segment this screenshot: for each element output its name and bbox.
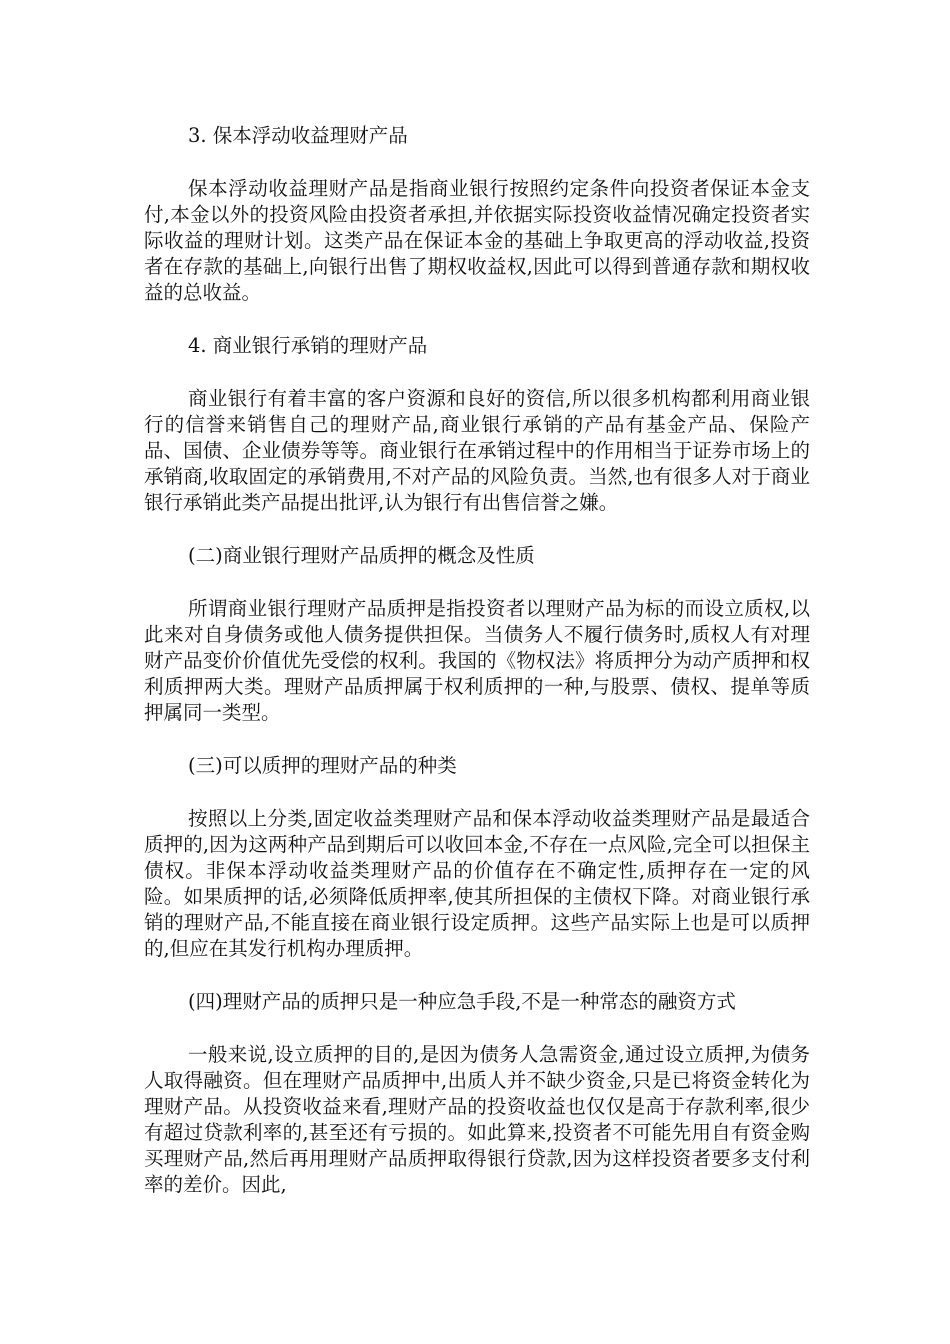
section-paragraph-san: 按照以上分类,固定收益类理财产品和保本浮动收益类理财产品是最适合质押的,因为这两种产品到期后可以收回本金,不存在一点风险,完全可以担保主债权。非保本浮动收益类理财产品的价值存在不确定性,质押存在一定的风险。如果质押的话,必须降低质押率,使其所担保的主债权下降。对商业银行承销的理财产品,不能直接在商业银行设定质押。这些产品实际上也是可以质押的,但应在其发行机构办理质押。	[144, 807, 810, 960]
section-heading-3: 3. 保本浮动收益理财产品	[188, 124, 408, 147]
section-paragraph-3: 保本浮动收益理财产品是指商业银行按照约定条件向投资者保证本金支付,本金以外的投资风险由投资者承担,并依据实际投资收益情况确定投资者实际收益的理财计划。这类产品在保证本金的基础上争取更高的浮动收益,投资者在存款的基础上,向银行出售了期权收益权,因此可以得到普通存款和期权收益的总收益。	[144, 177, 810, 304]
document-page	[144, 108, 810, 1198]
section-heading-si: (四)理财产品的质押只是一种应急手段,不是一种常态的融资方式	[188, 990, 736, 1013]
section-heading-4: 4. 商业银行承销的理财产品	[188, 334, 428, 357]
section-paragraph-si: 一般来说,设立质押的目的,是因为债务人急需资金,通过设立质押,为债务人取得融资。但在理财产品质押中,出质人并不缺少资金,只是已将资金转化为理财产品。从投资收益来看,理财产品的投资收益也仅仅是高于存款利率,很少有超过贷款利率的,甚至还有亏损的。如此算来,投资者不可能先用自有资金购买理财产品,然后再用理财产品质押取得银行贷款,因为这样投资者要多支付利率的差价。因此,	[144, 1043, 810, 1196]
section-paragraph-4: 商业银行有着丰富的客户资源和良好的资信,所以很多机构都利用商业银行的信誉来销售自己的理财产品,商业银行承销的产品有基金产品、保险产品、国债、企业债券等等。商业银行在承销过程中的作用相当于证券市场上的承销商,收取固定的承销费用,不对产品的风险负责。当然,也有很多人对于商业银行承销此类产品提出批评,认为银行有出售信誉之嫌。	[144, 387, 810, 514]
section-heading-er: (二)商业银行理财产品质押的概念及性质	[188, 544, 535, 567]
section-heading-san: (三)可以质押的理财产品的种类	[188, 754, 457, 777]
section-paragraph-er: 所谓商业银行理财产品质押是指投资者以理财产品为标的而设立质权,以此来对自身债务或他人债务提供担保。当债务人不履行债务时,质权人有对理财产品变价价值优先受偿的权利。我国的《物权法》将质押分为动产质押和权利质押两大类。理财产品质押属于权利质押的一种,与股票、债权、提单等质押属同一类型。	[144, 597, 810, 724]
